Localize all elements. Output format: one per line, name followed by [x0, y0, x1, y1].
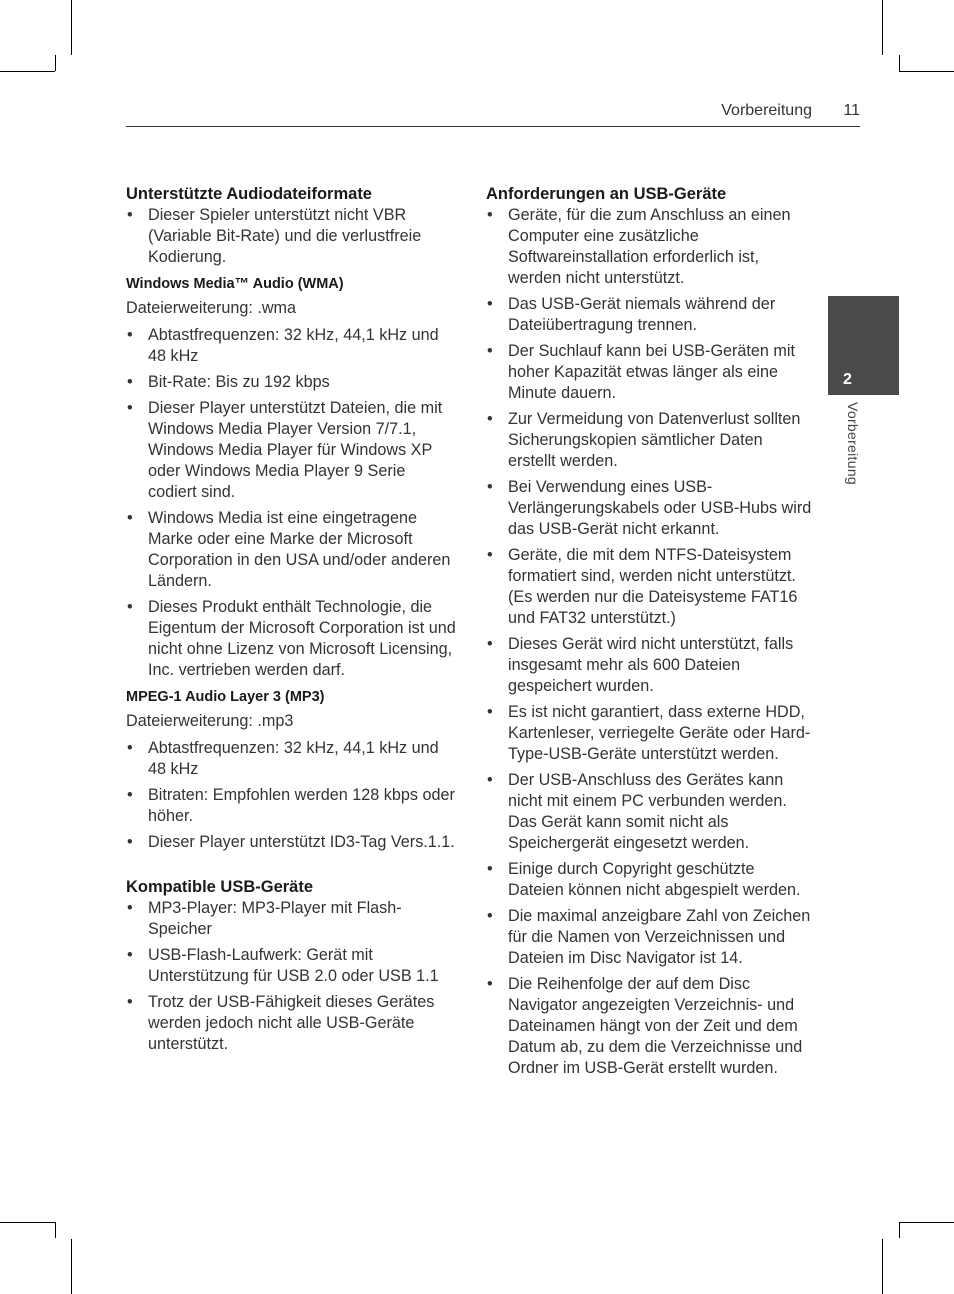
subsection-heading: MPEG-1 Audio Layer 3 (MP3) [126, 689, 325, 705]
crop-mark [55, 1222, 56, 1238]
chapter-side-label: Vorbereitung [845, 402, 861, 485]
list-item: • Bitraten: Empfohlen werden 128 kbps oder höher. [126, 785, 456, 827]
page-header [126, 100, 860, 127]
crop-mark [0, 71, 55, 72]
list-item: • Geräte, die mit dem NTFS-Dateisystem formatiert sind, werden nicht unterstützt. (Es werden nur die Dateisysteme FAT16 und FAT32 unterstützt.) [486, 545, 814, 629]
list-item: • Das USB-Gerät niemals während der Dateiübertragung trennen. [486, 294, 814, 336]
list-item: • Abtastfrequenzen: 32 kHz, 44,1 kHz und 48 kHz [126, 325, 456, 367]
chapter-number: 2 [843, 371, 852, 388]
crop-mark [899, 71, 954, 72]
file-extension-text: Dateierweiterung: .mp3 [126, 712, 294, 730]
left-column [126, 183, 456, 1060]
list-item: • Bit-Rate: Bis zu 192 kbps [126, 372, 456, 393]
list-item: • Dieser Spieler unterstützt nicht VBR (Variable Bit-Rate) und die verlustfreie Kodierung. [126, 205, 456, 268]
bullet-list [126, 738, 456, 853]
crop-mark [899, 1222, 900, 1238]
file-extension-text: Dateierweiterung: .wma [126, 299, 297, 317]
crop-mark [71, 0, 72, 55]
list-item: • Es ist nicht garantiert, dass externe HDD, Kartenleser, verriegelte Geräte oder Hard-Type-USB-Geräte unterstützt werden. [486, 702, 814, 765]
list-item: • Einige durch Copyright geschützte Dateien können nicht abgespielt werden. [486, 859, 814, 901]
bullet-list [486, 205, 814, 1079]
list-item: • Dieses Produkt enthält Technologie, die Eigentum der Microsoft Corporation ist und nicht ohne Lizenz von Microsoft Licensing, Inc. vertrieben werden darf. [126, 597, 456, 681]
list-item: • Bei Verwendung eines USB-Verlängerungskabels oder USB-Hubs wird das USB-Gerät nicht erkannt. [486, 477, 814, 540]
list-item: • USB-Flash-Laufwerk: Gerät mit Unterstützung für USB 2.0 oder USB 1.1 [126, 945, 456, 987]
crop-mark [899, 1222, 954, 1223]
subsection-heading: Windows Media™ Audio (WMA) [126, 276, 344, 292]
list-item: • Zur Vermeidung von Datenverlust sollten Sicherungskopien sämtlicher Daten erstellt werden. [486, 409, 814, 472]
bullet-list [126, 898, 456, 1055]
right-column [486, 183, 814, 1084]
bullet-list [126, 205, 456, 268]
list-item: • Dieses Gerät wird nicht unterstützt, falls insgesamt mehr als 600 Dateien gespeichert wurden. [486, 634, 814, 697]
chapter-tab [828, 296, 899, 395]
list-item: • Der USB-Anschluss des Gerätes kann nicht mit einem PC verbunden werden. Das Gerät kann somit nicht als Speichergerät eingesetzt werden. [486, 770, 814, 854]
section-heading: Anforderungen an USB-Geräte [486, 185, 727, 203]
list-item: • MP3-Player: MP3-Player mit Flash-Speicher [126, 898, 456, 940]
list-item: • Geräte, für die zum Anschluss an einen Computer eine zusätzliche Softwareinstallation erforderlich ist, werden nicht unterstützt. [486, 205, 814, 289]
section-heading: Unterstützte Audiodateiformate [126, 185, 372, 203]
list-item: • Der Suchlauf kann bei USB-Geräten mit hoher Kapazität etwas länger als eine Minute dauern. [486, 341, 814, 404]
list-item: • Abtastfrequenzen: 32 kHz, 44,1 kHz und 48 kHz [126, 738, 456, 780]
list-item: • Windows Media ist eine eingetragene Marke oder eine Marke der Microsoft Corporation in den USA und/oder anderen Ländern. [126, 508, 456, 592]
crop-mark [882, 1239, 883, 1294]
crop-mark [55, 55, 56, 71]
crop-mark [0, 1222, 55, 1223]
page-number: 11 [843, 102, 860, 119]
crop-mark [882, 0, 883, 55]
list-item: • Trotz der USB-Fähigkeit dieses Gerätes werden jedoch nicht alle USB-Geräte unterstützt. [126, 992, 456, 1055]
list-item: • Dieser Player unterstützt ID3-Tag Vers.1.1. [126, 832, 456, 853]
header-section-title: Vorbereitung [721, 102, 812, 119]
list-item: • Dieser Player unterstützt Dateien, die mit Windows Media Player Version 7/7.1, Windows Media Player für Windows XP oder Windows Media Player 9 Serie codiert sind. [126, 398, 456, 503]
list-item: • Die maximal anzeigbare Zahl von Zeichen für die Namen von Verzeichnissen und Dateien im Disc Navigator ist 14. [486, 906, 814, 969]
crop-mark [71, 1239, 72, 1294]
list-item: • Die Reihenfolge der auf dem Disc Navigator angezeigten Verzeichnis- und Dateinamen hängt von der Zeit und dem Datum ab, zu dem die Verzeichnisse und Ordner im USB-Gerät erstellt wurden. [486, 974, 814, 1079]
crop-mark [899, 55, 900, 71]
bullet-list [126, 325, 456, 681]
section-heading: Kompatible USB-Geräte [126, 878, 314, 896]
